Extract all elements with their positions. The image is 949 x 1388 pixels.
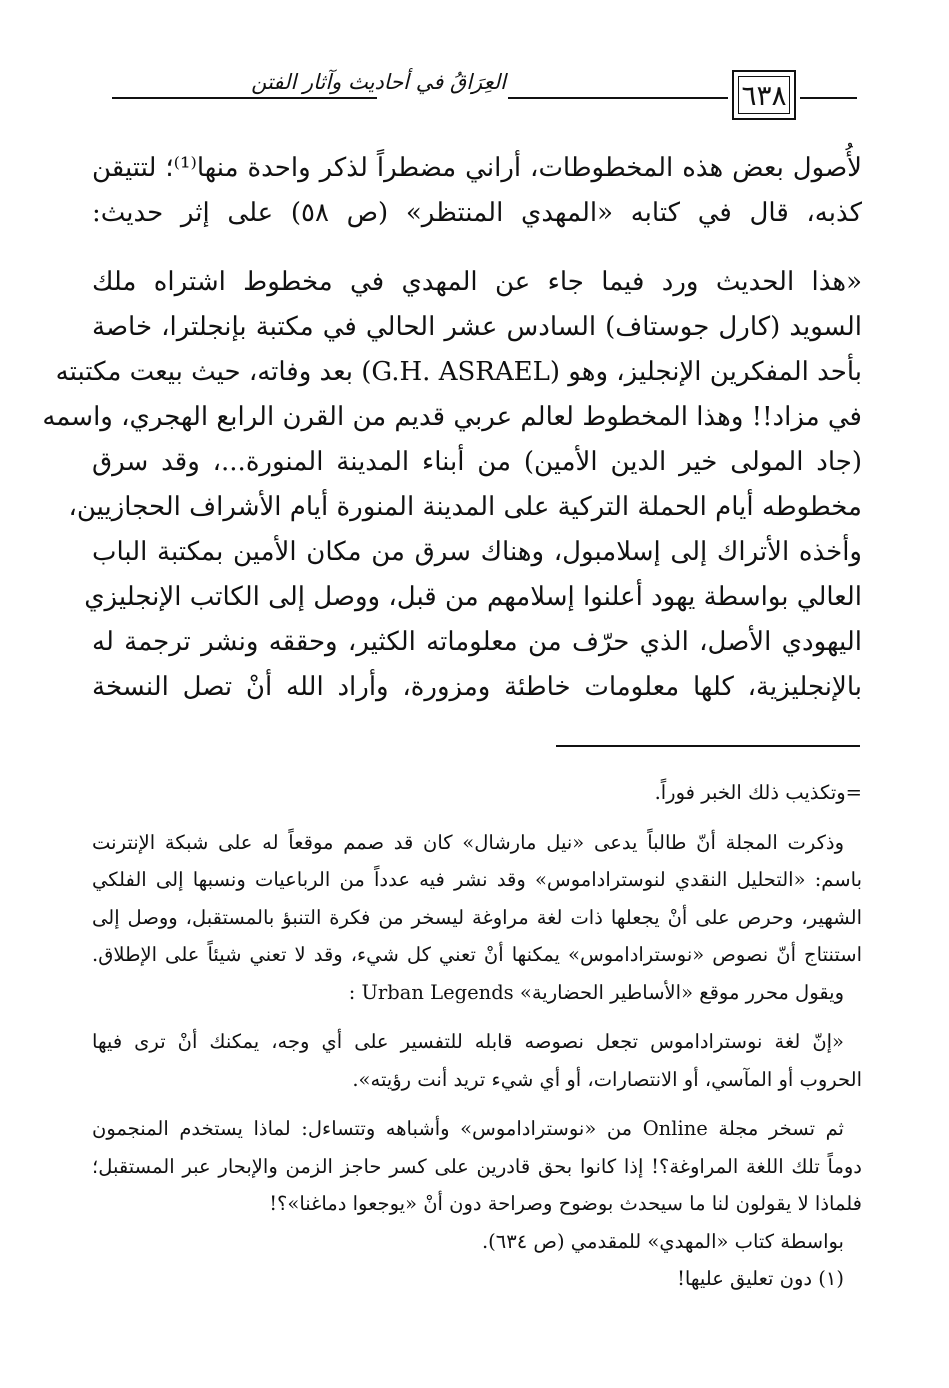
main-line: اليهودي الأصل، الذي حرّف من معلوماته الكثير، وحققه ونشر ترجمة له xyxy=(92,627,862,657)
header-rule-middle xyxy=(508,97,728,99)
footnote-1: (١) دون تعليق عليها! xyxy=(677,1267,844,1290)
main-line: (جاد المولى خير الدين الأمين) من أبناء المدينة المنورة...، وقد سرق xyxy=(92,447,862,477)
footnote-line: «إنّ لغة نوستراداموس تجعل نصوصه قابله للتفسير على أي وجه، يمكنك أنْ ترى فيها xyxy=(92,1030,844,1053)
header-rule-left xyxy=(112,97,377,99)
main-line: السويد (كارل جوستاف) السادس عشر الحالي في مكتبة بإنجلترا، خاصة xyxy=(92,312,862,342)
main-line: بأحد المفكرين الإنجليز، وهو (G.H. ASRAEL) بعد وفاته، حيث بيعت مكتبته xyxy=(55,357,862,387)
main-line: مخطوطه أيام الحملة التركية على المدينة المنورة أيام الأشراف الحجازيين، xyxy=(68,492,862,522)
main-line: لأُصول بعض هذه المخطوطات، أراني مضطراً لذكر واحدة منها⁽¹⁾؛ لتتيقن xyxy=(92,153,862,183)
footnote-continuation: =وتكذيب ذلك الخبر فوراً. xyxy=(654,781,862,804)
main-line: وأخذه الأتراك إلى إسلامبول، وهناك سرق من مكان الأمين بمكتبة الباب xyxy=(92,537,862,567)
footnote-source: بواسطة كتاب «المهدي» للمقدمي (ص ٦٣٤). xyxy=(481,1229,844,1253)
footnote-line: دوماً تلك اللغة المراوغة؟! إذا كانوا بحق قادرين على كسر حاجز الزمن والإبحار عبر المستقبل؛ xyxy=(92,1154,862,1178)
main-line: كذبه، قال في كتابه «المهدي المنتظر» (ص ٥٨) على إثر حديث: xyxy=(92,198,863,228)
footnote-line: استنتاج أنّ نصوص «نوستراداموس» يمكنها أنْ تعني كل شيء، وقد لا تعني شيئاً على الإطلاق. xyxy=(92,943,862,966)
footnote-line: الشهير، وحرص على أنْ يجعلها ذات لغة مراوغة ليسخر من فكرة التنبؤ بالمستقبل، ووصل إلى xyxy=(92,905,862,929)
main-text xyxy=(42,146,863,710)
footnote-line: فلماذا لا يقولون لنا ما سيحدث بوضوح وصراحة دون أنْ «يوجعوا دماغنا»؟! xyxy=(269,1192,862,1215)
main-line: بالإنجليزية، كلها معلومات خاطئة ومزورة، وأراد الله أنْ تصل النسخة xyxy=(92,672,862,702)
footnote-line: باسم: «التحليل النقدي لنوستراداموس» وقد نشر فيه عدداً من الرباعيات ونسبها إلى الفلكي xyxy=(92,868,862,891)
footnote-line: وذكرت المجلة أنّ طالباً يدعى «نيل مارشال» كان قد صمم موقعاً له على شبكة الإنترنت xyxy=(92,830,844,854)
footnote-line: ويقول محرر موقع «الأساطير الحضارية» Urban Legends : xyxy=(348,980,844,1004)
main-line: «هذا الحديث ورد فيما جاء عن المهدي في مخطوط اشتراه ملك xyxy=(92,267,862,297)
page-number: ٦٣٨ xyxy=(738,76,790,114)
page-number-box xyxy=(732,70,796,120)
footnote-line: الحروب أو المآسي، أو الانتصارات، أو أي شيء تريد أنت رؤيته». xyxy=(352,1067,862,1091)
footnote-line: ثم تسخر مجلة Online من «نوستراداموس» وأشباهه وتتساءل: لماذا يستخدم المنجمون xyxy=(92,1117,844,1140)
main-line: العالي بواسطة يهود أعلنوا إسلامهم من قبل، ووصل إلى الكاتب الإنجليزي xyxy=(84,582,862,612)
footnotes xyxy=(92,774,862,1298)
main-line: في مزاد!! وهذا المخطوط لعالم عربي قديم من القرن الرابع الهجري، واسمه xyxy=(42,402,862,432)
footnote-separator xyxy=(556,745,860,747)
header-rule-right xyxy=(800,97,857,99)
running-title: العِرَاقُ في أحاديث وآثار الفتن xyxy=(251,70,506,94)
